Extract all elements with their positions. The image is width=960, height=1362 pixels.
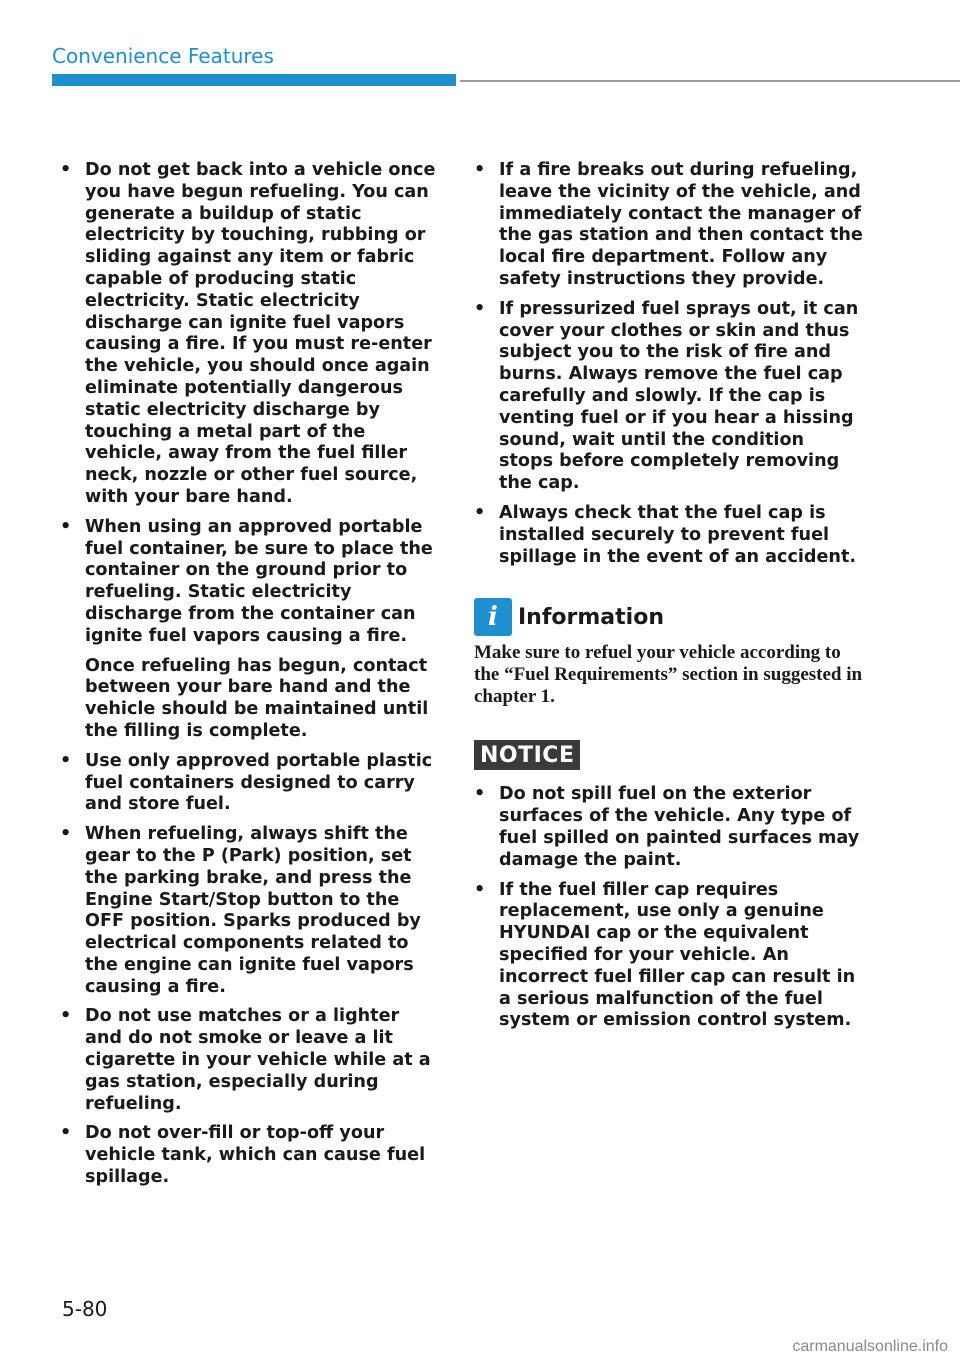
bullet-icon: • [474, 502, 486, 523]
left-bullet-list [60, 160, 440, 1189]
notice-bullet-list [474, 784, 864, 1032]
left-column [60, 160, 440, 1197]
list-item: • Do not spill fuel on the exterior surfaces of the vehicle. Any type of fuel spilled on painted surfaces may damage the paint. [474, 784, 860, 870]
watermark: carmanualsonline.info [792, 1338, 948, 1355]
bullet-icon: • [60, 824, 72, 845]
page-number: 5-80 [62, 1297, 108, 1321]
bullet-icon: • [60, 160, 72, 180]
list-item: • Do not use matches or a lighter and do not smoke or leave a lit cigarette in your vehicle while at a gas station, especially during refueling. [60, 1006, 431, 1114]
bullet-icon: • [60, 516, 72, 537]
list-item: • If pressurized fuel sprays out, it can cover your clothes or skin and thus subject you to the risk of fire and burns. Always remove the fuel cap carefully and slowly. If the cap is venting fuel or if you hear a hissing sound, wait until the condition stops before completely removing the cap. [474, 298, 859, 494]
header-divider-rule [460, 80, 960, 82]
list-item: • If the fuel filler cap requires replacement, use only a genuine HYUNDAI cap or the equivalent specified for your vehicle. An incorrect fuel filler cap can result in a serious malfunction of the fuel system or emission control system. [474, 879, 856, 1031]
bullet-icon: • [474, 784, 486, 805]
list-item: • If a fire breaks out during refueling, leave the vicinity of the vehicle, and immediately contact the manager of the gas station and then contact the local fire department. Follow any safety instructions they provide. [474, 160, 863, 289]
bullet-icon: • [60, 1123, 72, 1144]
bullet-icon: • [60, 1006, 72, 1027]
information-header [474, 598, 864, 636]
information-title: Information [518, 604, 664, 630]
bullet-icon: • [474, 160, 486, 180]
list-item: • When refueling, always shift the gear to the P (Park) position, set the parking brake, and press the Engine Start/Stop button to the OFF position. Sparks produced by electrical components related to the engine can ignite fuel vapors causing a fire. [60, 824, 421, 997]
bullet-icon: • [60, 750, 72, 771]
notice-label: NOTICE [474, 740, 580, 770]
info-icon: i [474, 598, 512, 636]
list-item: • Use only approved portable plastic fuel containers designed to carry and store fuel. [60, 750, 433, 815]
information-body: Make sure to refuel your vehicle according to the “Fuel Requirements” section in suggested in chapter 1. [474, 642, 863, 708]
list-item: • When using an approved portable fuel container, be sure to place the container on the ground prior to refueling. Static electricity discharge from the container can ignite fuel vapors causing a fire. Once refueling has begun, contact between your bare hand and the vehicle should be maintained until the filling is complete. [60, 516, 433, 741]
list-item: • Always check that the fuel cap is installed securely to prevent fuel spillage in the event of an accident. [474, 502, 857, 567]
bullet-icon: • [474, 298, 486, 319]
list-item: • Do not get back into a vehicle once you have begun refueling. You can generate a buildup of static electricity by touching, rubbing or sliding against any item or fabric capable of producing static electricity. Static electricity discharge can ignite fuel vapors causing a fire. If you must re-enter the vehicle, you should once again eliminate potentially dangerous static electricity discharge by touching a metal part of the vehicle, away from the fuel filler neck, nozzle or other fuel source, with your bare hand. [60, 160, 436, 507]
header-accent-rule [52, 74, 456, 86]
right-column [474, 160, 864, 1040]
right-bullet-list [474, 160, 864, 568]
bullet-icon: • [474, 879, 486, 900]
list-item: • Do not over-fill or top-off your vehicle tank, which can cause fuel spillage. [60, 1123, 426, 1188]
section-title: Convenience Features [52, 44, 274, 68]
